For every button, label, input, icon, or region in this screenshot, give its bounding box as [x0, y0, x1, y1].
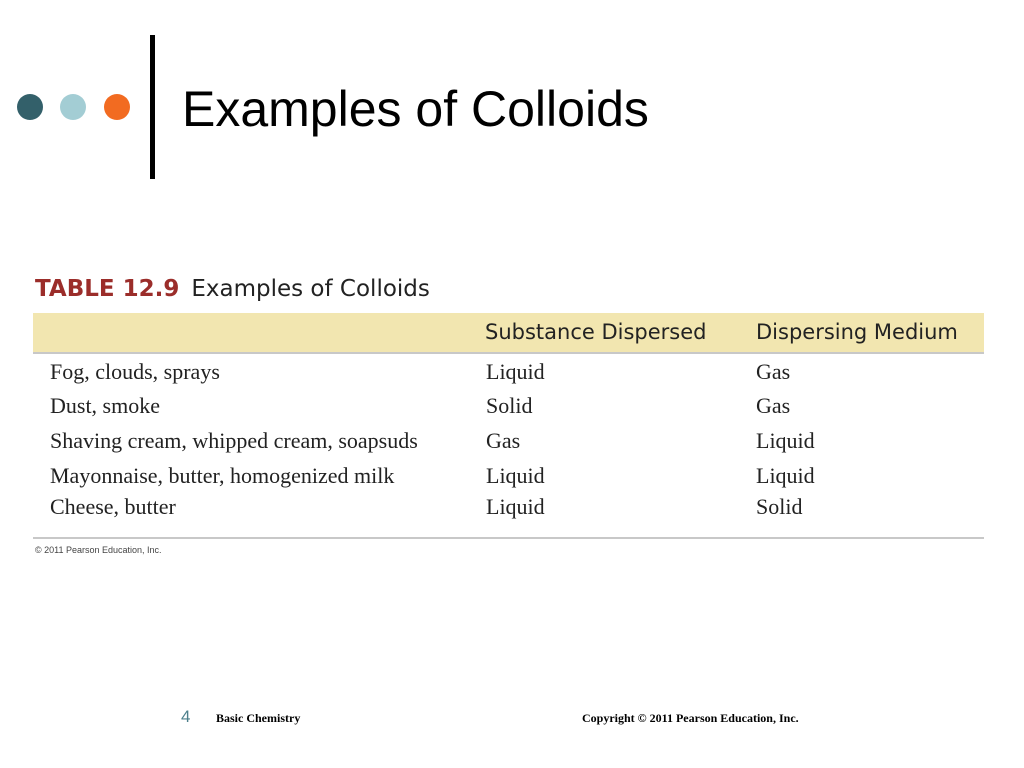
column-header-substance-dispersed: Substance Dispersed [485, 320, 707, 344]
substance-dispersed: Liquid [486, 494, 545, 519]
substance-dispersed: Gas [486, 428, 521, 453]
table-row [33, 389, 984, 421]
substance-dispersed: Solid [486, 393, 533, 418]
dispersing-medium: Gas [756, 359, 791, 384]
substance-dispersed: Liquid [486, 359, 545, 384]
table-label: TABLE 12.9 [35, 276, 180, 302]
table-row [33, 355, 984, 387]
accent-dot-dark-teal [17, 94, 43, 120]
substance-dispersed: Liquid [486, 463, 545, 488]
table-row [33, 424, 984, 456]
table-row [33, 490, 984, 522]
dispersing-medium: Liquid [756, 463, 815, 488]
colloid-example: Fog, clouds, sprays [50, 359, 220, 384]
table-bottom-rule [33, 537, 984, 539]
column-header-dispersing-medium: Dispersing Medium [756, 320, 958, 344]
footer-copyright: Copyright © 2011 Pearson Education, Inc. [582, 711, 799, 725]
table-header-row [33, 313, 984, 354]
dispersing-medium: Liquid [756, 428, 815, 453]
accent-dot-orange [104, 94, 130, 120]
accent-dot-light-teal [60, 94, 86, 120]
footer-course-title: Basic Chemistry [216, 711, 301, 725]
dispersing-medium: Solid [756, 494, 803, 519]
table-title: Examples of Colloids [191, 276, 430, 302]
table-caption [35, 274, 430, 304]
table-credit: © 2011 Pearson Education, Inc. [35, 545, 162, 555]
colloid-example: Cheese, butter [50, 494, 176, 519]
slide-title: Examples of Colloids [182, 81, 649, 137]
colloid-example: Dust, smoke [50, 393, 160, 418]
dispersing-medium: Gas [756, 393, 791, 418]
title-divider-line [150, 35, 155, 179]
colloid-example: Mayonnaise, butter, homogenized milk [50, 463, 395, 488]
slide-number: 4 [181, 707, 191, 726]
colloid-example: Shaving cream, whipped cream, soapsuds [50, 428, 418, 453]
table-row [33, 459, 984, 491]
